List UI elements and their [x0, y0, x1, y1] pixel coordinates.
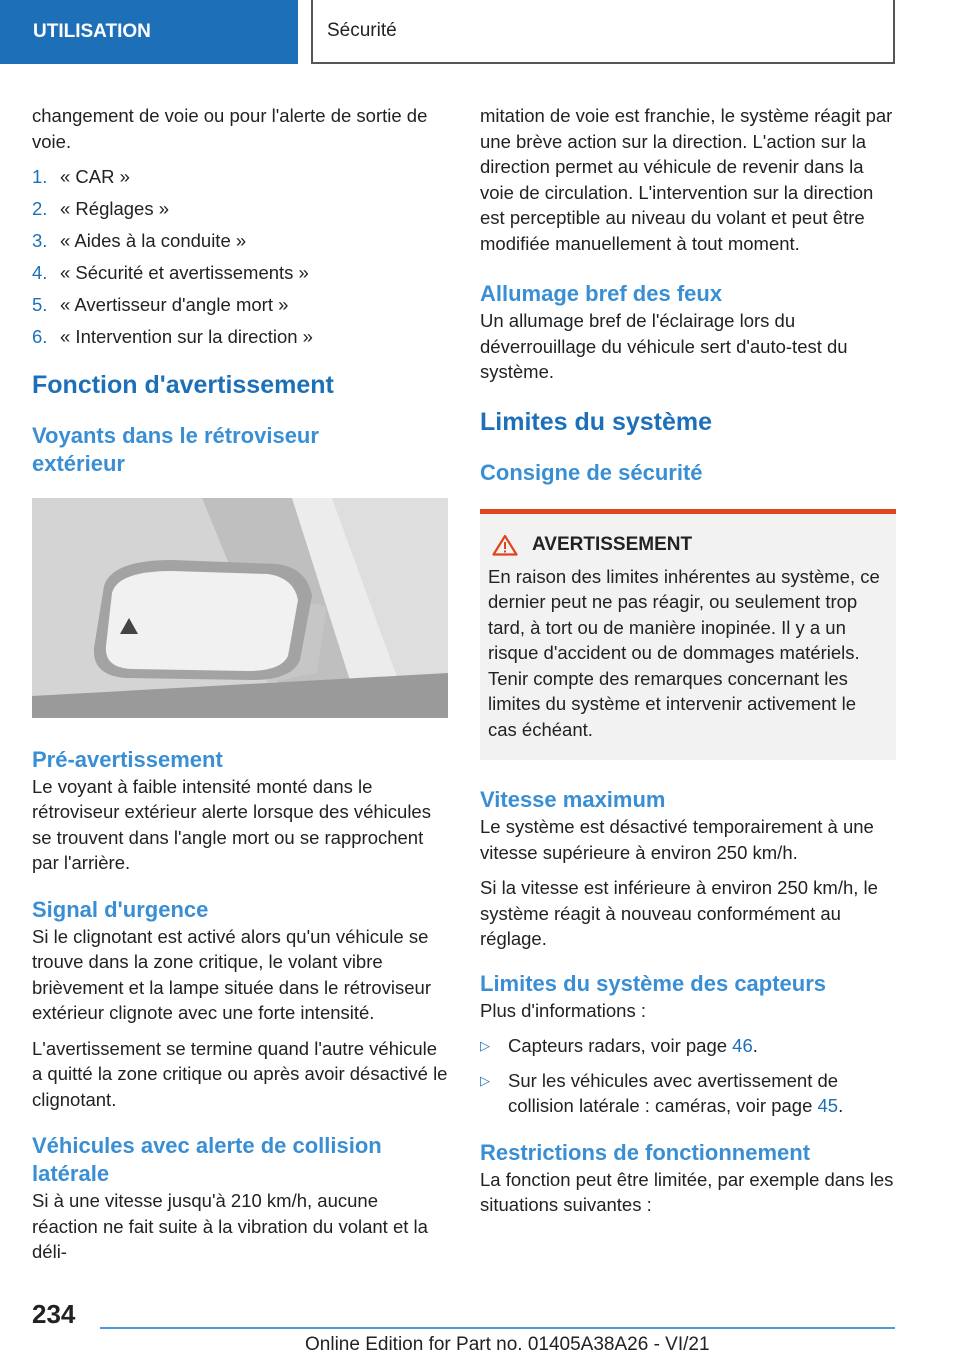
heading-pre-avertissement: Pré-avertissement — [32, 746, 223, 772]
section-label: UTILISATION — [33, 21, 151, 42]
mirror-drawing — [32, 498, 448, 718]
heading-voyants: Voyants dans le rétroviseur extérieur — [32, 422, 319, 476]
footer-divider — [100, 1327, 895, 1329]
heading-restrictions: Restrictions de fonctionnement — [480, 1139, 811, 1165]
warning-triangle-icon — [492, 534, 518, 556]
heading-capteurs: Limites du système des capteurs — [480, 970, 827, 996]
chapter-label: Sécurité — [327, 20, 397, 41]
footer-edition: Online Edition for Part no. 01405A38A26 - VI/21 — [305, 1334, 710, 1355]
signal-text-1: Si le clignotant est activé alors qu'un véhicule se trouve dans la zone critique, le volant vibre brièvement et la lampe située dans le rétroviseur extérieur clignote avec une forte intensité. — [32, 925, 431, 1023]
heading-vehicules: Véhicules avec alerte de collision latérale — [32, 1133, 382, 1186]
heading-signal-urgence: Signal d'urgence — [32, 896, 209, 922]
intro-paragraph: changement de voie ou pour l'alerte de sortie de voie. — [32, 105, 428, 152]
step-item: 5. « Avertisseur d'angle mort » — [32, 294, 289, 315]
warning-box — [480, 509, 896, 761]
vitesse-text-2: Si la vitesse est inférieure à environ 250 km/h, le système réagit à nouveau conformément au réglage. — [480, 877, 878, 949]
heading-fonction: Fonction d'avertissement — [32, 370, 334, 399]
step-item: 4. « Sécurité et avertissements » — [32, 262, 309, 283]
chapter-header — [311, 0, 895, 64]
step-item: 2. « Réglages » — [32, 198, 170, 219]
heading-limites: Limites du système — [480, 407, 713, 436]
heading-consigne: Consigne de sécurité — [480, 459, 703, 485]
warning-title-label: AVERTISSEMENT — [532, 533, 693, 555]
list-item: ▷ Capteurs radars, voir page 46. — [480, 1033, 896, 1059]
allumage-text: Un allumage bref de l'éclairage lors du déverrouillage du véhicule sert d'auto-test du système. — [480, 310, 848, 382]
page-number: 234 — [32, 1299, 76, 1329]
signal-text-2: L'avertissement se termine quand l'autre véhicule a quitté la zone critique ou après avoir désactivé le clignotant. — [32, 1037, 448, 1110]
bullet-triangle-icon: ▷ — [480, 1072, 490, 1088]
mirror-illustration — [32, 498, 448, 718]
vitesse-text-1: Le système est désactivé temporairement à une vitesse supérieure à environ 250 km/h. — [480, 816, 874, 863]
warning-text: En raison des limites inhérentes au système, ce dernier peut ne pas réagir, ou seulement trop tard, à tort ou de manière inopinée. Il y a un risque d'accident ou de dommages matériels. Tenir compte des remarques concernant les limites du système et intervenir activement le cas échéant. — [488, 565, 880, 740]
page-link-46[interactable]: 46 — [732, 1035, 753, 1056]
vehicules-text: Si à une vitesse jusqu'à 210 km/h, aucune réaction ne fait suite à la vibration du volant et la déli- — [32, 1190, 428, 1262]
page-link-45[interactable]: 45 — [817, 1095, 839, 1116]
warning-title — [488, 534, 888, 556]
step-item: 6. « Intervention sur la direction » — [32, 326, 313, 347]
heading-allumage: Allumage bref des feux — [480, 281, 723, 306]
menu-steps — [32, 164, 448, 350]
capteurs-text: Plus d'informations : — [480, 999, 646, 1021]
restrictions-text: La fonction peut être limitée, par exemple dans les situations suivantes : — [480, 1168, 894, 1215]
pre-avertissement-text: Le voyant à faible intensité monté dans le rétroviseur extérieur alerte lorsque des véhicules se trouvent dans l'angle mort ou se rapprochent par l'arrière. — [32, 775, 431, 873]
heading-vitesse: Vitesse maximum — [480, 787, 666, 812]
bullet-triangle-icon: ▷ — [480, 1038, 490, 1053]
continued-paragraph: mitation de voie est franchie, le système réagit par une brève action sur la direction. L'action sur la direction permet au véhicule de revenir dans la voie de circulation. L'intervention sur la direction est perceptible au niveau du volant et peut être modifiée manuellement à tout moment. — [480, 105, 893, 254]
right-column — [480, 103, 896, 1228]
list-item: ▷ Sur les véhicules avec avertissement de collision latérale : caméras, voir page 45. — [480, 1068, 896, 1119]
capteurs-list — [480, 1033, 896, 1119]
step-item: 3. « Aides à la conduite » — [32, 230, 247, 251]
section-tab — [0, 0, 298, 64]
left-column — [32, 103, 448, 1275]
step-item: 1. « CAR » — [32, 166, 130, 187]
